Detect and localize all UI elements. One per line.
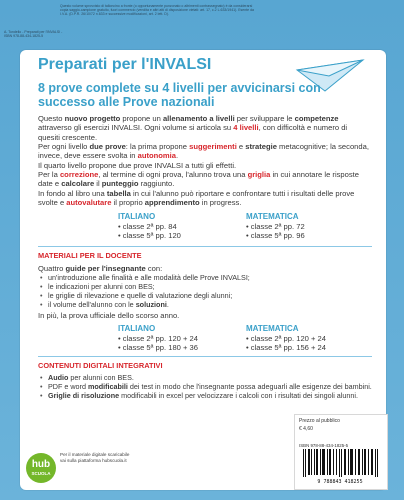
divider xyxy=(38,356,372,357)
student-matematica-col: MATEMATICA • classe 2ª pp. 72 • classe 5ª pp. 96 xyxy=(246,212,305,240)
teacher-matematica-col: MATEMATICA • classe 2ª pp. 120 + 24 • classe 5ª pp. 156 + 24 xyxy=(246,324,326,352)
hub-scuola-logo: hub SCUOLA xyxy=(26,453,56,483)
hub-info-text: Per il materiale digitale scaricabile vai sulla piattaforma hubscuola.it xyxy=(60,452,130,463)
price-box xyxy=(294,414,388,490)
isbn-text: ISBN 978-88-434-1825-5 xyxy=(299,443,349,448)
intro-paragraph-5: In fondo al libro una tabella in cui l'alunno può riportare e confrontare tutti i risultati delle prove svolte e autovalutare il proprio apprendimento in progress. xyxy=(38,189,355,208)
materiali-lead: Quattro guide per l'insegnante con: xyxy=(38,264,163,273)
intro-paragraph-2: Per ogni livello due prove: la prima propone suggerimenti e strategie metacognitive; la seconda, invece, deve essere svolta in autonomia. xyxy=(38,142,369,161)
list-item: • Audio per alunni con BES. xyxy=(48,373,381,382)
list-item: • le indicazioni per alunni con BES; xyxy=(48,282,381,291)
fine-print-side: A. Tondello - Preparati per l'INVALSI - ISBN 978-88-434-1825-5 xyxy=(4,30,63,38)
page-title: Preparati per l'INVALSI xyxy=(38,56,212,73)
materiali-extra: In più, la prova ufficiale dello scorso anno. xyxy=(38,311,180,320)
list-item: • PDF e word modificabili dei test in modo che l'insegnante possa adeguarli alle esigenze dei bambini. xyxy=(48,382,381,391)
student-italiano-col: ITALIANO • classe 2ª pp. 84 • classe 5ª pp. 120 xyxy=(118,212,181,240)
materiali-list xyxy=(38,273,381,309)
materiali-title: MATERIALI PER IL DOCENTE xyxy=(38,251,142,260)
digitali-list xyxy=(38,373,381,400)
intro-paragraph-1: Questo nuovo progetto propone un allenamento a livelli per sviluppare le competenze attraverso gli esercizi INVALSI. Ogni volume si articola su 4 livelli, con difficoltà e numero di quesiti crescente. xyxy=(38,114,348,142)
barcode-digits: 9 788843 418255 xyxy=(317,479,363,484)
list-item: • un'introduzione alle finalità e alle modalità delle Prove INVALSI; xyxy=(48,273,381,282)
intro-paragraph-4: Per la correzione, al termine di ogni prova, l'alunno trova una griglia in cui annotare le risposte date e calcolare il punteggio raggiunto. xyxy=(38,170,360,189)
intro-paragraph-3: Il quarto livello propone due prove INVALSI a tutti gli effetti. xyxy=(38,161,237,170)
digitali-title: CONTENUTI DIGITALI INTEGRATIVI xyxy=(38,361,163,370)
list-item: • il volume dell'alunno con le soluzioni. xyxy=(48,300,381,309)
list-item: • Griglie di risoluzione modificabili in excel per velocizzare i calcoli con i risultati dei singoli alunni. xyxy=(48,391,381,400)
price-value: € 4,60 xyxy=(299,426,313,432)
divider xyxy=(38,246,372,247)
teacher-italiano-col: ITALIANO • classe 2ª pp. 120 + 24 • classe 5ª pp. 180 + 36 xyxy=(118,324,198,352)
subtitle: 8 prove complete su 4 livelli per avvicinarsi con successo alle Prove nazionali xyxy=(38,81,321,109)
barcode-icon xyxy=(301,449,380,484)
fine-print: Questo volume sprovvisto di talloncino a fronte (o opportunamente punzonato o altrimenti contrassegnato) è da considerarsi copia saggio-campione gratuito, fuori commercio (vendita e altri atti di disposizione vietati: art. 17, c.2 L.633/1941). Esente da I.V.A. (D.P.R. 26/10/72 n.633 e successive modificazioni, art. 2 lett. D). xyxy=(60,4,254,17)
list-item: • le griglie di rilevazione e quelle di valutazione degli alunni; xyxy=(48,291,381,300)
price-label: Prezzo al pubblico xyxy=(299,418,340,424)
